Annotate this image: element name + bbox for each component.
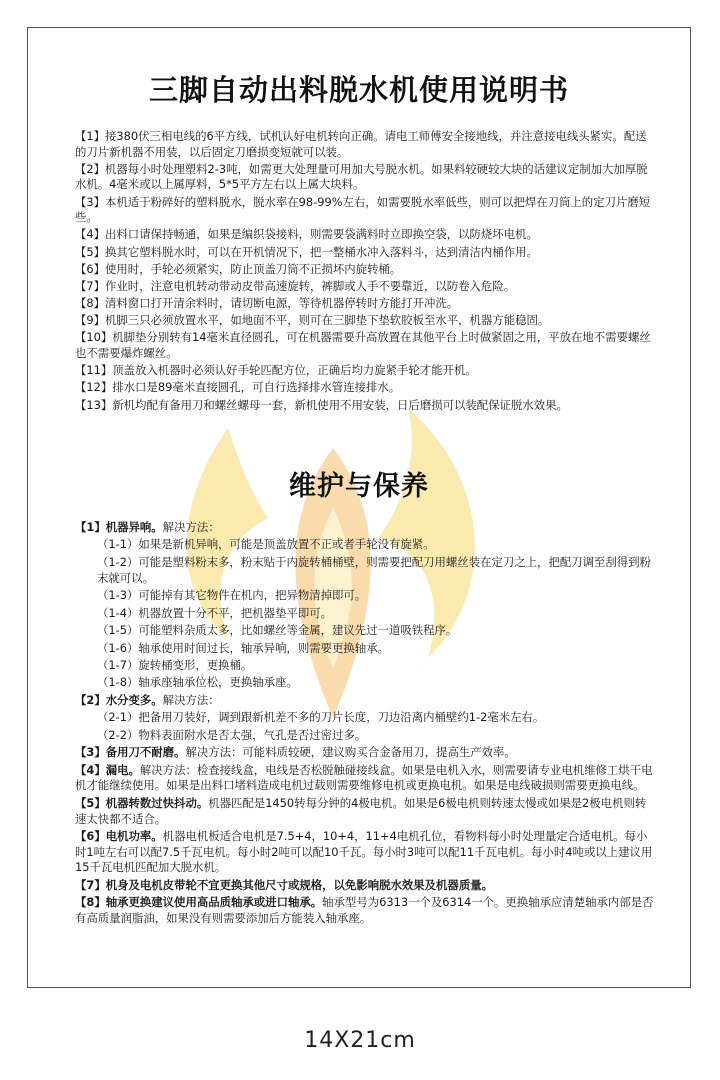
maintenance-item-heading: 【7】机身及电机皮带轮不宜更换其他尺寸或规格，以免影响脱水效果及机器质量。 (75, 877, 493, 892)
maintenance-item-text: 解决方法：可能料质较硬，建议购买合金备用刀，提高生产效率。 (185, 745, 516, 760)
maintenance-item (75, 520, 657, 536)
maintenance-subitem (75, 606, 657, 622)
maintenance-subitem (75, 675, 657, 691)
usage-item: 【11】顶盖放入机器时必须认好手轮匹配方位，正确后均力旋紧手轮才能开机。 (75, 363, 477, 378)
size-label: 14X21cm (304, 1028, 416, 1053)
maintenance-item-text: （2-1）把备用刀装好，调到跟新机差不多的刀片长度，刀边沿离内桶壁约1-2毫米左右。 (97, 710, 545, 725)
maintenance-item-heading: 【3】备用刀不耐磨。 (75, 745, 186, 760)
usage-item: 【7】作业时，注意电机转动带动皮带高速旋转，裤脚或人手不要靠近，以防卷入危险。 (75, 278, 516, 293)
maintenance-item-heading: 【2】水分变多。 (75, 692, 163, 707)
usage-item: 【12】排水口是89毫米直接圆孔，可自行选择排水管连接排水。 (75, 380, 401, 395)
maintenance-subitem (75, 641, 657, 657)
maintenance-item (75, 895, 657, 926)
maintenance-item-text: 轴承型号为6313一个及6314一个。更换轴承应清楚轴承内部是否有高质量润脂油，如果没有则需要添加后方能装入轴承座。 (75, 895, 654, 925)
maintenance-item-text: 解决方法：检查接线盒，电线是否松脱触碰接线盒。如果是电机入水，则需要请专业电机维修工烘干电机才能继续使用。如果是出料口堵料造成电机过载则需要维修电机或更换电机。如果是电线破损则需要更换电线。 (75, 762, 653, 793)
maintenance-item (75, 796, 657, 827)
usage-item: 【13】新机均配有备用刀和螺丝螺母一套，新机使用不用安装，日后磨损可以装配保证脱水效果。 (75, 397, 568, 412)
document-title: 三脚自动出料脱水机使用说明书 (148, 73, 569, 107)
maintenance-item-text: （1-2）可能是塑料粉末多，粉末贴于内旋转桶桶壁，则需要把配刀用螺丝装在定刀之上，把配刀调至刮得到粉末就可以。 (97, 554, 651, 585)
usage-instructions (75, 129, 657, 415)
maintenance-item-text: （1-5）可能塑料杂质太多，比如螺丝等金属，建议先过一道吸铁程序。 (97, 623, 458, 638)
maintenance-item-heading: 【5】机器转数过快抖动。 (75, 795, 209, 810)
maintenance-item-heading: 【8】轴承更换建议使用高品质轴承或进口轴承。 (75, 895, 323, 910)
maintenance-subitem (75, 588, 657, 604)
maintenance-item-text: （2-2）物料表面附水是否太强，气孔是否过密过多。 (97, 727, 367, 742)
maintenance-section (75, 520, 657, 928)
maintenance-subitem (75, 710, 657, 726)
maintenance-subitem (75, 555, 657, 586)
maintenance-item-text: 解决方法： (162, 692, 220, 707)
maintenance-item-heading: 【1】机器异响。 (75, 520, 163, 534)
maintenance-item-text: （1-4）机器放置十分不平，把机器垫平即可。 (97, 605, 333, 620)
usage-item: 【1】接380伏三相电线的6平方线，试机认好电机转向正确。请电工师傅安全接地线，并注意接电线头紧实。配送的刀片新机器不用装，以后固定刀磨损变短就可以装。 (75, 129, 647, 159)
maintenance-item-text: （1-1）如果是新机异响，可能是顶盖放置不正或者手轮没有旋紧。 (97, 537, 435, 552)
maintenance-item-text: 机器匹配是1450转每分钟的4极电机。如果是6极电机则转速太慢或如果是2极电机则转速太快都不适合。 (75, 795, 647, 826)
maintenance-item-text: （1-6）轴承使用时间过长，轴承异响，则需要更换轴承。 (97, 640, 389, 655)
maintenance-item (75, 829, 657, 876)
maintenance-item-text: （1-7）旋转桶变形，更换桶。 (97, 657, 253, 672)
usage-item: 【4】出料口请保持畅通，如果是编织袋接料，则需要袋满料时立即换空袋，以防烧坏电机。 (75, 227, 538, 242)
maintenance-item-text: 机器电机板适合电机是7.5+4，10+4，11+4电机孔位，看物料每小时处理量定合适电机。每小时1吨左右可以配7.5千瓦电机。每小时2吨可以配10千瓦。每小时3吨可以配11千瓦电机。每小时4吨或以上建议用15千瓦电机匹配加大脱水机。 (75, 829, 653, 875)
maintenance-item-text: 解决方法： (162, 520, 220, 534)
usage-item: 【9】机脚三只必须放置水平，如地面不平，则可在三脚垫下垫软胶板至水平，机器方能稳固。 (75, 313, 550, 328)
usage-item: 【5】换其它塑料脱水时，可以在开机情况下，把一整桶水冲入落料斗，达到清洁内桶作用。 (75, 244, 538, 259)
maintenance-subitem (75, 658, 657, 674)
maintenance-item-heading: 【4】漏电。 (75, 762, 140, 777)
maintenance-subitem (75, 623, 657, 639)
instruction-sheet (27, 27, 691, 988)
maintenance-subitem (75, 537, 657, 553)
usage-item: 【8】清料窗口打开清余料时，请切断电源，等待机器停转时方能打开冲洗。 (75, 296, 459, 311)
maintenance-item-heading: 【6】电机功率。 (75, 829, 163, 844)
maintenance-item-text: （1-8）轴承座轴承位松，更换轴承座。 (97, 675, 298, 690)
maintenance-subitem (75, 728, 657, 744)
maintenance-item (75, 763, 657, 794)
usage-item: 【2】机器每小时处理塑料2-3吨，如需更大处理量可用加大号脱水机。如果料较硬较大块的话建议定制加大加厚脱水机。4毫米或以上属厚料，5*5平方左右以上属大块料。 (75, 161, 648, 192)
maintenance-item (75, 745, 657, 761)
usage-item: 【6】使用时，手轮必须紧实，防止顶盖刀筒不正损坏内旋转桶。 (75, 261, 402, 276)
usage-item: 【10】机脚垫分别转有14毫米直径圆孔，可在机器需要升高放置在其他平台上时做紧固之用，平放在地不需要螺丝也不需要爆炸螺丝。 (75, 330, 651, 361)
maintenance-item (75, 693, 657, 709)
usage-item: 【3】本机适于粉碎好的塑料脱水，脱水率在98-99%左右，如需要脱水率低些，则可以把焊在刀筒上的定刀片磨短些。 (75, 194, 651, 225)
maintenance-item-text: （1-3）可能掉有其它物件在机内，把异物清掉即可。 (97, 588, 367, 603)
maintenance-item (75, 878, 657, 894)
maintenance-title: 维护与保养 (289, 471, 429, 502)
